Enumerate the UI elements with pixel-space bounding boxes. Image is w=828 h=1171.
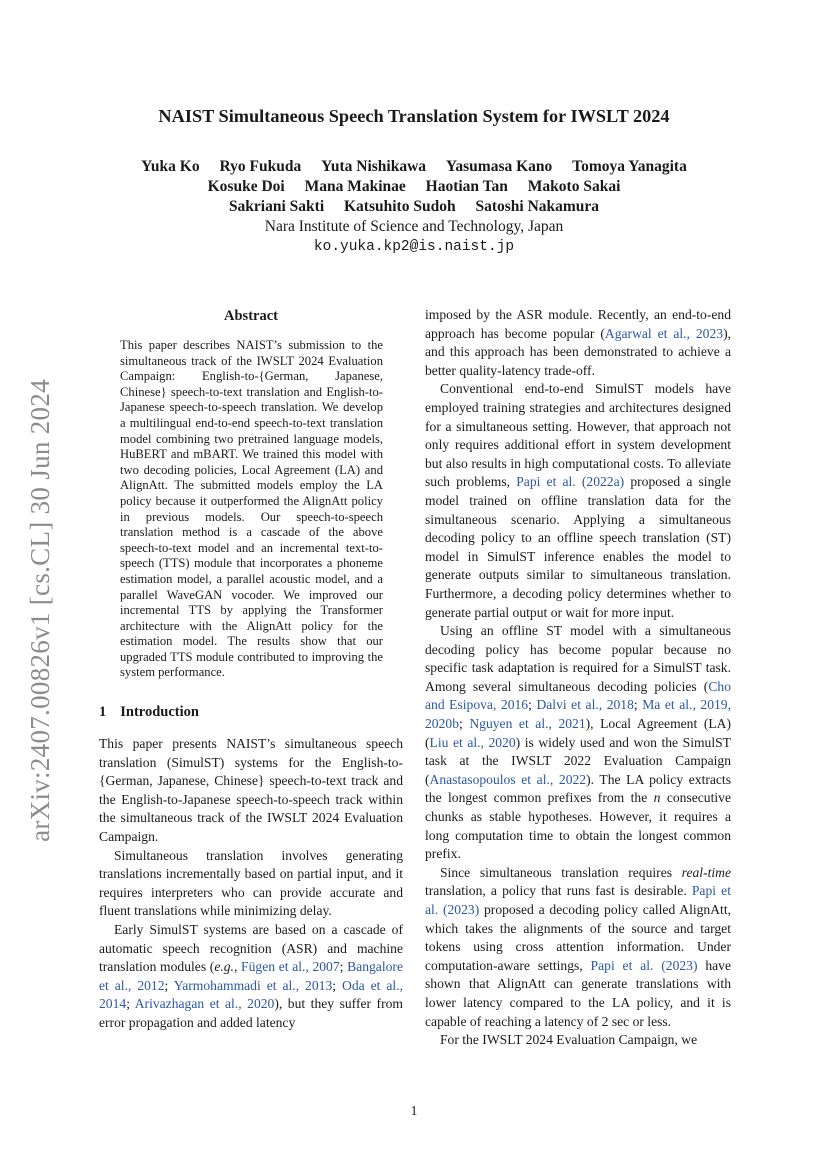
author-name: Yuka Ko bbox=[141, 158, 200, 175]
citation-link[interactable]: Arivazhagan et al., 2020 bbox=[134, 996, 275, 1012]
citation-link[interactable]: Papi et al. (2022a) bbox=[516, 474, 625, 490]
paper-title: NAIST Simultaneous Speech Translation System for IWSLT 2024 bbox=[158, 106, 670, 126]
right-paragraph-3 bbox=[425, 622, 731, 864]
author-name: Satoshi Nakamura bbox=[475, 198, 600, 215]
citation-link[interactable]: Agarwal et al., 2023 bbox=[604, 325, 724, 341]
text-run: proposed a decoding policy called AlignAtt, which takes the alignments of the source and target tokens using cross attention information. Under computation-aware settings, bbox=[425, 902, 731, 973]
section-heading-introduction bbox=[99, 702, 403, 722]
text-run: translation, a policy that runs fast is desirable. bbox=[425, 883, 692, 899]
intro-paragraph-1: This paper presents NAIST’s simultaneous speech translation (SimulST) systems for the English-to-{German, Japanese, Chinese} speech-to-text track and the English-to-Japanese speech-to-speech track within the simultaneous track of the IWSLT 2024 Evaluation Campaign. bbox=[99, 736, 403, 845]
text-run: imposed by the ASR module. Recently, an end-to-end approach has become popular ( bbox=[425, 307, 731, 341]
affiliation: Nara Institute of Science and Technology, Japan bbox=[264, 218, 564, 235]
text-run: ; bbox=[164, 977, 174, 993]
citation-link[interactable]: Yarmohammadi et al., 2013 bbox=[173, 977, 333, 993]
author-line-1 bbox=[0, 157, 828, 177]
citation-link[interactable]: Dalvi et al., 2018 bbox=[536, 697, 634, 713]
text-run: Using an offline ST model with a simultaneous decoding policy has become popular because no specific task adaptation is required for a SimulST task. Among several simultaneous decoding policies ( bbox=[425, 623, 731, 694]
section-number: 1 bbox=[99, 704, 107, 721]
left-column bbox=[99, 306, 403, 1033]
emphasis-n: n bbox=[653, 790, 661, 806]
author-name: Katsuhito Sudoh bbox=[344, 198, 456, 215]
text-run: ). The LA policy extracts the longest common prefixes from the bbox=[425, 771, 732, 806]
text-run: consecutive chunks as stable hypotheses. However, it requires a long computation time to obtain the longest common prefix. bbox=[425, 790, 731, 862]
author-name: Mana Makinae bbox=[304, 178, 406, 195]
author-line-3 bbox=[0, 197, 828, 217]
text-run: ; bbox=[458, 716, 470, 732]
text-run: ), but they suffer from error propagation and added latency bbox=[99, 996, 403, 1030]
emphasis-real-time: real-time bbox=[681, 864, 731, 880]
text-run: ; bbox=[528, 697, 537, 713]
abstract-heading: Abstract bbox=[224, 308, 278, 324]
section-title: Introduction bbox=[120, 704, 199, 721]
citation-link[interactable]: Cho and Esipova, 2016 bbox=[425, 678, 731, 713]
citation-link[interactable]: Anastasopoulos et al., 2022 bbox=[429, 771, 587, 787]
abstract-text: This paper describes NAIST’s submission to the simultaneous track of the IWSLT 2024 Evaluation Campaign: English-to-{German, Japanese, Chinese} speech-to-text translation and English-to-Japanese speech-to-speech translation. We develop a multilingual end-to-end speech-to-text translation model combining two pretrained language models, HuBERT and mBART. We trained this model with two decoding policies, Local Agreement (LA) and AlignAtt. The submitted models employ the LA policy because it outperformed the AlignAtt policy in previous models. Our speech-to-speech translation method is a cascade of the above speech-to-text model and an incremental text-to-speech (TTS) module that incorporates a phoneme estimation model, a parallel acoustic model, and a parallel WaveGAN vocoder. We improved our incremental TTS by applying the Transformer architecture with the AlignAtt policy for the estimation model. The results show that our upgraded TTS module contributed to improving the system performance. bbox=[120, 338, 383, 680]
intro-paragraph-3 bbox=[99, 921, 403, 1033]
author-name: Yasumasa Kano bbox=[445, 158, 553, 175]
citation-link[interactable]: Nguyen et al., 2021 bbox=[469, 716, 586, 732]
citation-link[interactable]: Liu et al., 2020 bbox=[429, 734, 516, 750]
intro-paragraph-2: Simultaneous translation involves generating translations incrementally based on partial input, and it requires interpreters who can provide accurate and fluent translations while minimizing delay. bbox=[99, 847, 403, 919]
author-name: Haotian Tan bbox=[425, 178, 508, 195]
right-column bbox=[425, 306, 731, 1050]
text-run: ; bbox=[126, 996, 135, 1012]
text-run: have shown that AlignAtt can generate translations with lower latency compared to the LA policy, and it is capable of reaching a latency of 2 sec or less. bbox=[425, 957, 731, 1029]
citation-link[interactable]: Papi et al. (2023) bbox=[590, 957, 698, 973]
citation-link[interactable]: Ma et al., 2019, 2020b bbox=[425, 697, 731, 732]
emphasis-eg: e.g. bbox=[214, 959, 234, 975]
citation-link[interactable]: Papi et al. (2023) bbox=[425, 883, 731, 917]
author-line-2 bbox=[0, 177, 828, 197]
author-name: Tomoya Yanagita bbox=[572, 158, 687, 175]
text-run: ), and this approach has been demonstrated to achieve a better quality-latency trade-off. bbox=[425, 325, 731, 378]
right-paragraph-2 bbox=[425, 380, 731, 622]
author-name: Kosuke Doi bbox=[207, 178, 285, 195]
right-paragraph-1 bbox=[425, 306, 731, 380]
right-paragraph-5: For the IWSLT 2024 Evaluation Campaign, we bbox=[440, 1032, 698, 1048]
arxiv-identifier-text: arXiv:2407.00826v1 [cs.CL] 30 Jun 2024 bbox=[24, 378, 55, 842]
author-block bbox=[0, 157, 828, 257]
right-paragraph-4 bbox=[425, 864, 731, 1031]
author-name: Makoto Sakai bbox=[527, 178, 621, 195]
citation-link[interactable]: Bangalore et al., 2012 bbox=[99, 959, 403, 993]
text-run: ; bbox=[339, 959, 348, 975]
text-run: ; bbox=[332, 977, 342, 993]
text-run: Conventional end-to-end SimulST models have employed training strategies and architectures designed for a simultaneous setting. However, that approach not only requires additional effort in system development but also results in high computational costs. To alleviate such problems, bbox=[425, 381, 731, 490]
text-run: ) is widely used and won the SimulST task at the IWSLT 2022 Evaluation Campaign ( bbox=[425, 734, 731, 787]
citation-link[interactable]: Oda et al., 2014 bbox=[99, 977, 403, 1012]
page-number: 1 bbox=[410, 1104, 418, 1119]
citation-link[interactable]: Fügen et al., 2007 bbox=[241, 959, 340, 975]
text-run: ), Local Agreement (LA) ( bbox=[425, 716, 731, 750]
text-run: Since simultaneous translation requires bbox=[440, 864, 682, 880]
contact-email: ko.yuka.kp2@is.naist.jp bbox=[313, 239, 515, 255]
arxiv-identifier-stamp bbox=[18, 370, 62, 850]
text-run: Early SimulST systems are based on a cascade of automatic speech recognition (ASR) and machine translation modules ( bbox=[99, 922, 403, 975]
text-run: ; bbox=[633, 697, 643, 713]
author-name: Yuta Nishikawa bbox=[321, 158, 427, 175]
text-run: , bbox=[233, 959, 242, 975]
author-name: Sakriani Sakti bbox=[228, 198, 325, 215]
author-name: Ryo Fukuda bbox=[219, 158, 302, 175]
text-run: proposed a single model trained on offline translation data for the simultaneous scenario. Applying a simultaneous decoding policy to an offline speech translation (ST) model in SimulST inference enables the model to generate outputs similar to simultaneous translation. Furthermore, a decoding policy determines whether to generate partial output or wait for more input. bbox=[425, 474, 731, 620]
